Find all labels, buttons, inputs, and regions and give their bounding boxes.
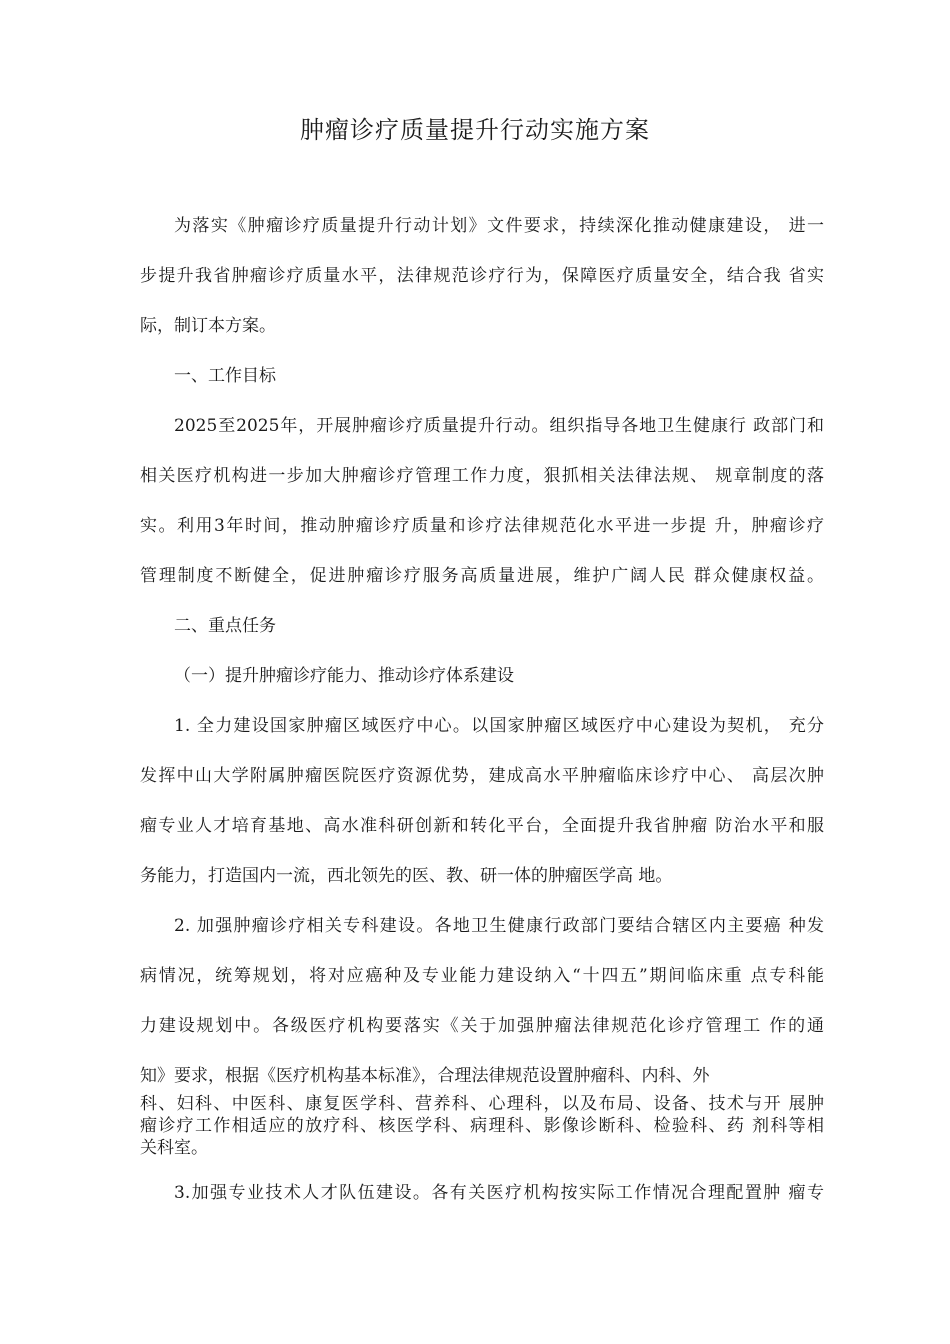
- item-1-paragraph: [140, 714, 824, 888]
- text-line: 为落实《肿瘤诊疗质量提升行动计划》文件要求，持续深化推动健康建设， 进一: [174, 216, 824, 236]
- text-line: 2025至2025年，开展肿瘤诊疗质量提升行动。组织指导各地卫生健康行 政部门和: [174, 416, 824, 436]
- text-line: 际，制订本方案。: [140, 316, 276, 336]
- text-line: 瘤诊疗工作相适应的放疗科、核医学科、病理科、影像诊断科、检验科、药 剂科等相: [140, 1116, 824, 1136]
- text-line: 实。利用3年时间，推动肿瘤诊疗质量和诊疗法律规范化水平进一步提 升，肿瘤诊疗: [140, 516, 824, 536]
- text-line: 3.加强专业技术人才队伍建设。各有关医疗机构按实际工作情况合理配置肿 瘤专: [174, 1183, 824, 1203]
- text-line: 二、重点任务: [174, 616, 276, 636]
- section-heading-goals: [140, 364, 824, 388]
- goals-paragraph: [140, 414, 824, 588]
- section-heading-tasks: [140, 614, 824, 638]
- text-line: 一、工作目标: [174, 366, 276, 386]
- text-line: 力建设规划中。各级医疗机构要落实《关于加强肿瘤法律规范化诊疗管理工 作的通: [140, 1016, 824, 1036]
- text-line: 发挥中山大学附属肿瘤医院医疗资源优势，建成高水平肿瘤临床诊疗中心、 高层次肿: [140, 766, 824, 786]
- document-title: 肿瘤诊疗质量提升行动实施方案: [300, 116, 650, 144]
- text-line: 知》要求，根据《医疗机构基本标准》，合理法律规范设置肿瘤科、内科、外: [140, 1066, 710, 1086]
- text-line: 科、妇科、中医科、康复医学科、营养科、心理科，以及布局、设备、技术与开 展肿: [140, 1094, 824, 1114]
- text-line: 相关医疗机构进一步加大肿瘤诊疗管理工作力度，狠抓相关法律法规、 规章制度的落: [140, 466, 824, 486]
- text-line: 步提升我省肿瘤诊疗质量水平，法律规范诊疗行为，保障医疗质量安全，结合我 省实: [140, 266, 824, 286]
- text-line: （一）提升肿瘤诊疗能力、推动诊疗体系建设: [174, 666, 514, 686]
- item-3-paragraph: [140, 1181, 824, 1205]
- intro-paragraph: [140, 214, 824, 338]
- text-line: 病情况，统筹规划，将对应癌种及专业能力建设纳入“十四五”期间临床重 点专科能: [140, 966, 824, 986]
- text-line: 1. 全力建设国家肿瘤区域医疗中心。以国家肿瘤区域医疗中心建设为契机， 充分: [174, 716, 824, 736]
- text-line: 管理制度不断健全，促进肿瘤诊疗服务高质量进展，维护广阔人民 群众健康权益。: [140, 566, 824, 586]
- text-line: 2. 加强肿瘤诊疗相关专科建设。各地卫生健康行政部门要结合辖区内主要癌 种发: [174, 916, 824, 936]
- item-2-continuation: [140, 1093, 824, 1159]
- subsection-heading: [140, 664, 824, 688]
- text-line: 瘤专业人才培育基地、高水准科研创新和转化平台，全面提升我省肿瘤 防治水平和服: [140, 816, 824, 836]
- text-line: 关科室。: [140, 1138, 208, 1158]
- item-2-paragraph: [140, 914, 824, 1088]
- text-line: 务能力，打造国内一流，西北领先的医、教、研一体的肿瘤医学高 地。: [140, 866, 673, 886]
